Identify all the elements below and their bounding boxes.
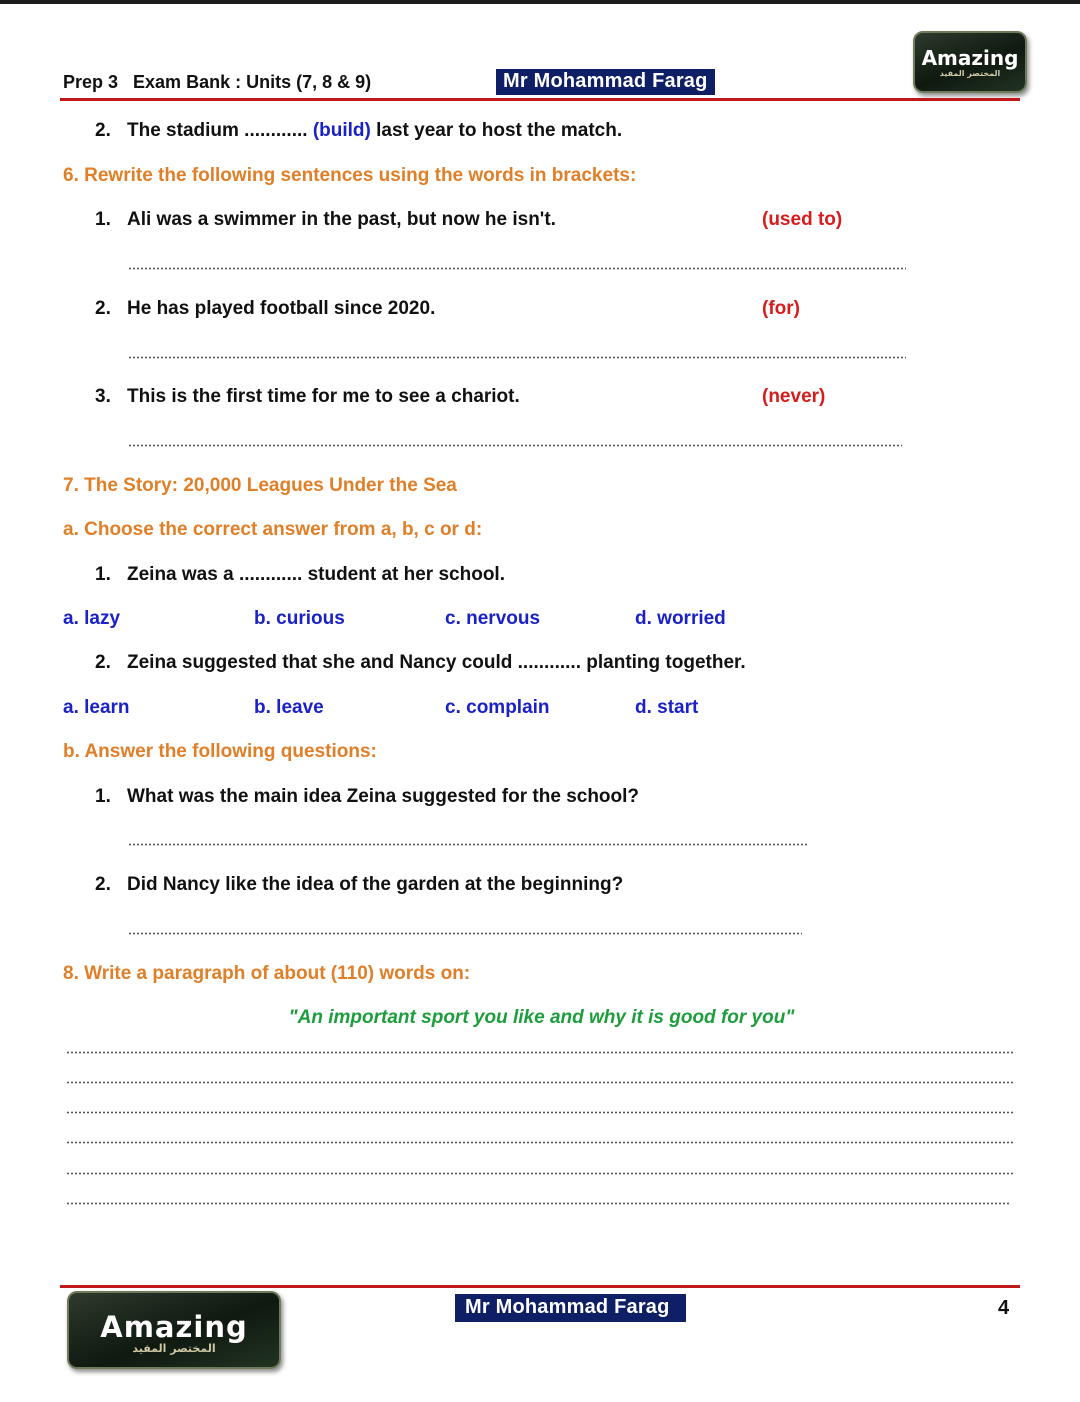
section-8-title: 8. Write a paragraph of about (110) words on: — [63, 963, 471, 984]
logo-word: Amazing — [100, 1310, 248, 1344]
question-text: He has played football since 2020. — [127, 298, 436, 319]
question-text: Zeina suggested that she and Nancy could ............ planting together. — [127, 652, 746, 673]
question-text: Did Nancy like the idea of the garden at the beginning? — [127, 874, 624, 895]
page-number: 4 — [998, 1297, 1010, 1319]
paragraph-line-3[interactable] — [66, 1111, 1013, 1114]
option-c[interactable]: c. complain — [445, 697, 550, 718]
option-d[interactable]: d. worried — [635, 608, 726, 629]
question-number: 1. — [95, 564, 111, 585]
open-question-2 — [0, 874, 1080, 898]
course-title: Prep 3 Exam Bank : Units (7, 8 & 9) — [63, 72, 372, 92]
option-b[interactable]: b. curious — [254, 608, 345, 629]
question-number: 1. — [95, 786, 111, 807]
question-text: What was the main idea Zeina suggested for the school? — [127, 786, 640, 807]
question-number: 2. — [95, 298, 111, 319]
option-a[interactable]: a. lazy — [63, 608, 121, 629]
question-text: Zeina was a ............ student at her school. — [127, 564, 505, 585]
paragraph-topic: "An important sport you like and why it is good for you" — [288, 1007, 795, 1028]
option-c[interactable]: c. nervous — [445, 608, 541, 629]
amazing-logo-footer — [67, 1291, 281, 1369]
question-number: 1. — [95, 209, 111, 230]
rewrite-item-1 — [0, 209, 1080, 233]
logo-subtitle: المختصر المفيد — [132, 1342, 216, 1355]
paragraph-line-4[interactable] — [66, 1141, 1013, 1144]
open-question-1 — [0, 786, 1080, 810]
bracket-hint: (used to) — [762, 209, 843, 230]
rewrite-item-2 — [0, 298, 1080, 322]
section-7b-title: b. Answer the following questions: — [63, 741, 377, 762]
logo-subtitle: المختصر المفيد — [939, 69, 1001, 78]
answer-line[interactable] — [128, 356, 906, 359]
footer-rule — [60, 1285, 1020, 1288]
option-d[interactable]: d. start — [635, 697, 699, 718]
bracket-hint: (never) — [762, 386, 826, 407]
question-text: The stadium ............ (build) last year to host the match. — [127, 120, 623, 141]
author-name-header: Mr Mohammad Farag — [496, 69, 715, 95]
option-b[interactable]: b. leave — [254, 697, 324, 718]
answer-line[interactable] — [128, 267, 906, 270]
mcq-question-2 — [0, 652, 1080, 676]
answer-line[interactable] — [128, 444, 902, 447]
verb-hint: (build) — [312, 120, 371, 141]
paragraph-line-6[interactable] — [66, 1202, 1009, 1205]
logo-word: Amazing — [921, 46, 1019, 70]
section-6-title: 6. Rewrite the following sentences using the words in brackets: — [63, 165, 637, 186]
question-text: This is the first time for me to see a chariot. — [127, 386, 520, 407]
header-rule — [60, 98, 1020, 101]
section-7-title: 7. The Story: 20,000 Leagues Under the Sea — [63, 475, 457, 496]
question-number: 2. — [95, 874, 111, 895]
paragraph-line-5[interactable] — [66, 1172, 1013, 1175]
question-text: Ali was a swimmer in the past, but now he isn't. — [127, 209, 556, 230]
answer-line[interactable] — [128, 843, 808, 846]
rewrite-item-3 — [0, 386, 1080, 410]
paragraph-line-1[interactable] — [66, 1051, 1013, 1054]
section-7a-title: a. Choose the correct answer from a, b, c or d: — [63, 519, 483, 540]
author-name-footer: Mr Mohammad Farag — [455, 1294, 686, 1322]
mcq-question-1 — [0, 564, 1080, 588]
question-number: 3. — [95, 386, 111, 407]
paragraph-line-2[interactable] — [66, 1081, 1013, 1084]
prev-question — [0, 120, 1080, 144]
question-number: 2. — [95, 652, 111, 673]
question-number: 2. — [95, 120, 111, 141]
option-a[interactable]: a. learn — [63, 697, 130, 718]
answer-line[interactable] — [128, 932, 802, 935]
amazing-logo-header — [913, 31, 1027, 93]
bracket-hint: (for) — [762, 298, 800, 319]
top-border — [0, 0, 1080, 4]
